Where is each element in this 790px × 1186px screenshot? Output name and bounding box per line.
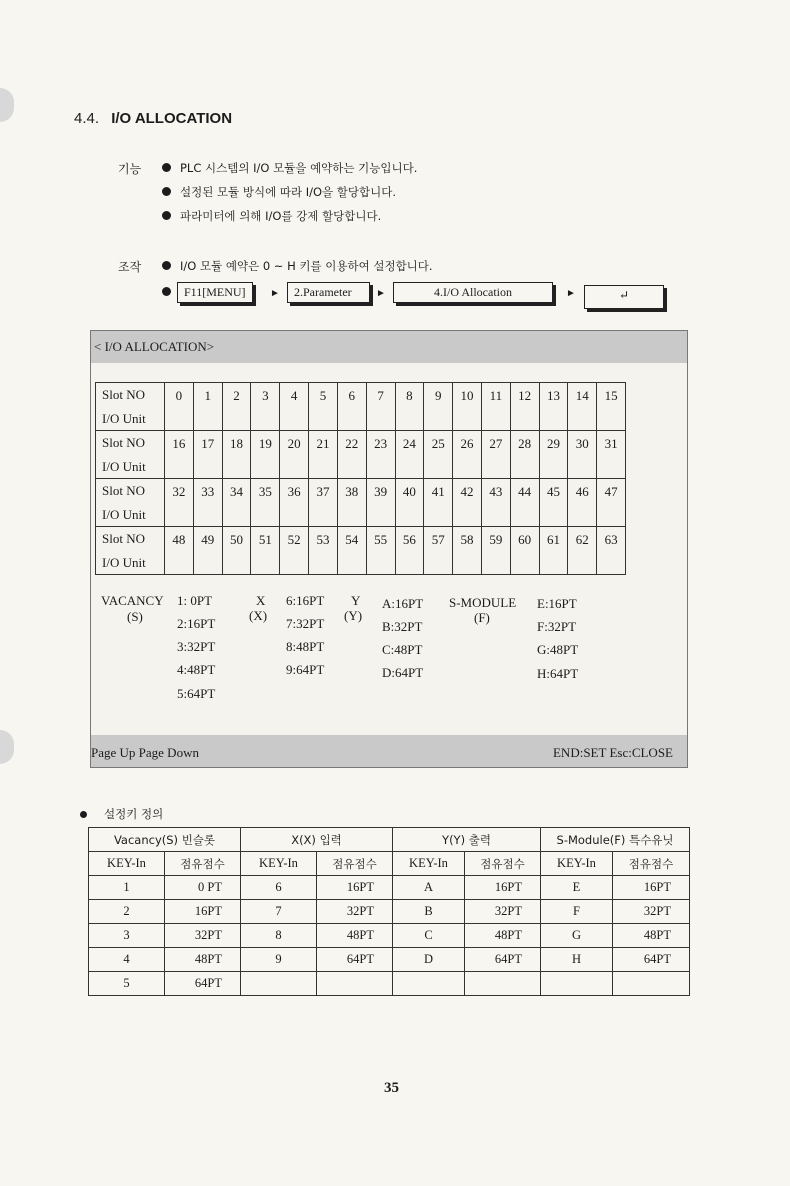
points-cell: 32PT (165, 924, 241, 948)
slot-number[interactable]: 45 (539, 479, 568, 527)
slot-number[interactable]: 16 (165, 431, 194, 479)
function-bullet-2: 설정된 모듈 방식에 따라 I/O을 할당합니다. (180, 185, 396, 199)
slot-number[interactable]: 6 (337, 383, 366, 431)
slot-number[interactable]: 3 (251, 383, 280, 431)
smodule-option: G:48PT (537, 642, 579, 657)
slot-no-label: Slot NO (96, 479, 165, 504)
smodule-option: H:64PT (537, 666, 579, 681)
slot-number[interactable]: 13 (539, 383, 568, 431)
key-in-cell: 1 (89, 876, 165, 900)
slot-number[interactable]: 44 (510, 479, 539, 527)
slot-number[interactable]: 5 (309, 383, 338, 431)
io-allocation-key: 4.I/O Allocation (393, 282, 553, 303)
key-in-cell: G (541, 924, 613, 948)
x-option: 9:64PT (286, 662, 325, 677)
binder-hole (0, 88, 14, 122)
y-sub: (Y) (344, 608, 363, 623)
function-bullet-3: 파라미터에 의해 I/O를 강제 할당합니다. (180, 209, 382, 223)
slot-number[interactable]: 54 (337, 527, 366, 575)
key-in-cell: C (393, 924, 465, 948)
slot-no-label: Slot NO (96, 527, 165, 552)
key-in-cell: D (393, 948, 465, 972)
smodule-option: F:32PT (537, 619, 577, 634)
slot-table (95, 382, 626, 575)
y-option: D:64PT (382, 665, 424, 680)
slot-number[interactable]: 15 (597, 383, 626, 431)
slot-number[interactable]: 57 (424, 527, 453, 575)
slot-number[interactable]: 38 (337, 479, 366, 527)
slot-number[interactable]: 24 (395, 431, 424, 479)
points-cell: 64PT (165, 972, 241, 996)
key-in-cell: 2 (89, 900, 165, 924)
key-in-cell: F (541, 900, 613, 924)
slot-number[interactable]: 14 (568, 383, 597, 431)
group-special-module: S-Module(F) 특수유닛 (541, 828, 690, 852)
points-cell: 48PT (613, 924, 690, 948)
slot-number[interactable]: 27 (481, 431, 510, 479)
points-cell: 32PT (465, 900, 541, 924)
points-cell: 48PT (165, 948, 241, 972)
binder-hole (0, 730, 14, 764)
slot-number[interactable]: 52 (280, 527, 309, 575)
slot-number[interactable]: 50 (222, 527, 251, 575)
points-cell: 32PT (317, 900, 393, 924)
slot-number[interactable]: 53 (309, 527, 338, 575)
arrow-right-icon: ► (376, 288, 386, 299)
x-sub: (X) (249, 608, 268, 623)
points-cell: 16PT (317, 876, 393, 900)
parameter-key: 2.Parameter (287, 282, 370, 303)
points-cell: 16PT (465, 876, 541, 900)
slot-number[interactable]: 46 (568, 479, 597, 527)
key-row (89, 948, 690, 972)
key-row (89, 972, 690, 996)
arrow-right-icon: ► (270, 288, 280, 299)
io-unit-label: I/O Unit (96, 503, 165, 527)
operation-label: 조작 (118, 260, 142, 274)
points-cell (317, 972, 393, 996)
slot-number[interactable]: 29 (539, 431, 568, 479)
points-cell: 64PT (465, 948, 541, 972)
slot-number[interactable]: 49 (193, 527, 222, 575)
slot-number[interactable]: 4 (280, 383, 309, 431)
key-row (89, 924, 690, 948)
y-option: A:16PT (382, 596, 424, 611)
points-cell: 48PT (465, 924, 541, 948)
slot-number[interactable]: 31 (597, 431, 626, 479)
section-heading (74, 110, 232, 127)
slot-number[interactable]: 26 (453, 431, 482, 479)
x-option: 8:48PT (286, 639, 325, 654)
header-key-in: KEY-In (241, 852, 317, 876)
slot-number[interactable]: 2 (222, 383, 251, 431)
operation-bullet: I/O 모듈 예약은 0 ~ H 키를 이용하여 설정합니다. (180, 259, 433, 273)
y-label: Y (351, 593, 361, 608)
vacancy-option: 4:48PT (177, 662, 216, 677)
io-allocation-screen (90, 330, 688, 768)
key-in-cell: 3 (89, 924, 165, 948)
slot-number[interactable]: 12 (510, 383, 539, 431)
slot-number[interactable]: 20 (280, 431, 309, 479)
screen-footer (91, 735, 687, 767)
slot-number[interactable]: 1 (193, 383, 222, 431)
slot-number[interactable]: 21 (309, 431, 338, 479)
y-option: C:48PT (382, 642, 423, 657)
slot-no-label: Slot NO (96, 431, 165, 456)
key-in-cell (241, 972, 317, 996)
key-in-cell: H (541, 948, 613, 972)
slot-number[interactable]: 59 (481, 527, 510, 575)
vacancy-option: 3:32PT (177, 639, 216, 654)
screen-title: < I/O ALLOCATION> (94, 339, 215, 354)
slot-number[interactable]: 34 (222, 479, 251, 527)
slot-number[interactable]: 9 (424, 383, 453, 431)
header-points: 점유점수 (317, 852, 393, 876)
io-unit-label: I/O Unit (96, 455, 165, 479)
points-cell (465, 972, 541, 996)
slot-row (96, 383, 626, 408)
bullet-icon (162, 287, 171, 296)
menu-key: F11[MENU] (177, 282, 253, 303)
slot-number[interactable]: 61 (539, 527, 568, 575)
slot-number[interactable]: 0 (165, 383, 194, 431)
key-row (89, 876, 690, 900)
slot-row (96, 479, 626, 504)
key-in-cell: 5 (89, 972, 165, 996)
slot-no-label: Slot NO (96, 383, 165, 408)
key-definition-table (88, 827, 690, 996)
key-in-cell: 9 (241, 948, 317, 972)
slot-row (96, 431, 626, 456)
slot-number[interactable]: 55 (366, 527, 395, 575)
key-in-cell: B (393, 900, 465, 924)
slot-number[interactable]: 41 (424, 479, 453, 527)
slot-number[interactable]: 28 (510, 431, 539, 479)
bullet-icon (162, 163, 171, 172)
bullet-icon (162, 261, 171, 270)
header-key-in: KEY-In (393, 852, 465, 876)
points-cell: 0 PT (165, 876, 241, 900)
function-bullet-1: PLC 시스템의 I/O 모듈을 예약하는 기능입니다. (180, 161, 418, 175)
key-in-cell: A (393, 876, 465, 900)
function-label: 기능 (118, 162, 142, 176)
smodule-sub: (F) (474, 610, 490, 625)
slot-number[interactable]: 51 (251, 527, 280, 575)
slot-number[interactable]: 42 (453, 479, 482, 527)
group-x-input: X(X) 입력 (241, 828, 393, 852)
slot-number[interactable]: 30 (568, 431, 597, 479)
screen-title-bar (91, 331, 687, 363)
y-option: B:32PT (382, 619, 423, 634)
slot-number[interactable]: 19 (251, 431, 280, 479)
vacancy-option: 1: 0PT (177, 593, 213, 608)
group-vacancy: Vacancy(S) 빈슬롯 (89, 828, 241, 852)
slot-number[interactable]: 33 (193, 479, 222, 527)
x-option: 6:16PT (286, 593, 325, 608)
slot-number[interactable]: 17 (193, 431, 222, 479)
vacancy-option: 2:16PT (177, 616, 216, 631)
slot-number[interactable]: 10 (453, 383, 482, 431)
key-definition-title: 설정키 정의 (104, 807, 164, 821)
key-in-cell: 4 (89, 948, 165, 972)
key-in-cell (541, 972, 613, 996)
slot-row (96, 527, 626, 552)
group-y-output: Y(Y) 출력 (393, 828, 541, 852)
io-unit-label: I/O Unit (96, 407, 165, 431)
section-number: 4.4. (74, 110, 100, 127)
slot-number[interactable]: 11 (481, 383, 510, 431)
key-in-cell (393, 972, 465, 996)
vacancy-label: VACANCY (101, 593, 164, 608)
points-cell: 48PT (317, 924, 393, 948)
slot-number[interactable]: 39 (366, 479, 395, 527)
slot-number[interactable]: 22 (337, 431, 366, 479)
bullet-icon (80, 811, 87, 818)
slot-number[interactable]: 48 (165, 527, 194, 575)
slot-number[interactable]: 40 (395, 479, 424, 527)
set-close-hint: END:SET Esc:CLOSE (552, 745, 673, 760)
points-cell: 16PT (613, 876, 690, 900)
slot-number[interactable]: 56 (395, 527, 424, 575)
slot-number[interactable]: 18 (222, 431, 251, 479)
slot-number[interactable]: 62 (568, 527, 597, 575)
key-row (89, 900, 690, 924)
points-cell: 64PT (613, 948, 690, 972)
section-title: I/O ALLOCATION (111, 110, 233, 127)
smodule-label: S-MODULE (449, 595, 517, 610)
slot-number[interactable]: 43 (481, 479, 510, 527)
bullet-icon (162, 187, 171, 196)
slot-number[interactable]: 37 (309, 479, 338, 527)
arrow-right-icon: ► (566, 288, 576, 299)
key-in-cell: 8 (241, 924, 317, 948)
bullet-icon (162, 211, 171, 220)
page-number: 35 (384, 1080, 399, 1096)
slot-number[interactable]: 63 (597, 527, 626, 575)
points-cell: 32PT (613, 900, 690, 924)
slot-number[interactable]: 32 (165, 479, 194, 527)
slot-number[interactable]: 36 (280, 479, 309, 527)
slot-number[interactable]: 47 (597, 479, 626, 527)
header-points: 점유점수 (613, 852, 690, 876)
header-key-in: KEY-In (89, 852, 165, 876)
points-cell: 16PT (165, 900, 241, 924)
slot-number[interactable]: 8 (395, 383, 424, 431)
key-in-cell: 7 (241, 900, 317, 924)
page-nav-hint: Page Up Page Down (91, 745, 199, 760)
io-unit-label: I/O Unit (96, 551, 165, 575)
header-points: 점유점수 (165, 852, 241, 876)
vacancy-option: 5:64PT (177, 686, 216, 701)
slot-number[interactable]: 7 (366, 383, 395, 431)
enter-key-icon: ↵ (584, 285, 664, 309)
key-in-cell: E (541, 876, 613, 900)
points-cell: 64PT (317, 948, 393, 972)
slot-number[interactable]: 25 (424, 431, 453, 479)
vacancy-sub: (S) (127, 609, 143, 624)
slot-number[interactable]: 60 (510, 527, 539, 575)
points-cell (613, 972, 690, 996)
slot-number[interactable]: 35 (251, 479, 280, 527)
x-label: X (256, 593, 266, 608)
header-points: 점유점수 (465, 852, 541, 876)
key-in-cell: 6 (241, 876, 317, 900)
header-key-in: KEY-In (541, 852, 613, 876)
slot-number[interactable]: 58 (453, 527, 482, 575)
slot-number[interactable]: 23 (366, 431, 395, 479)
smodule-option: E:16PT (537, 596, 577, 611)
x-option: 7:32PT (286, 616, 325, 631)
